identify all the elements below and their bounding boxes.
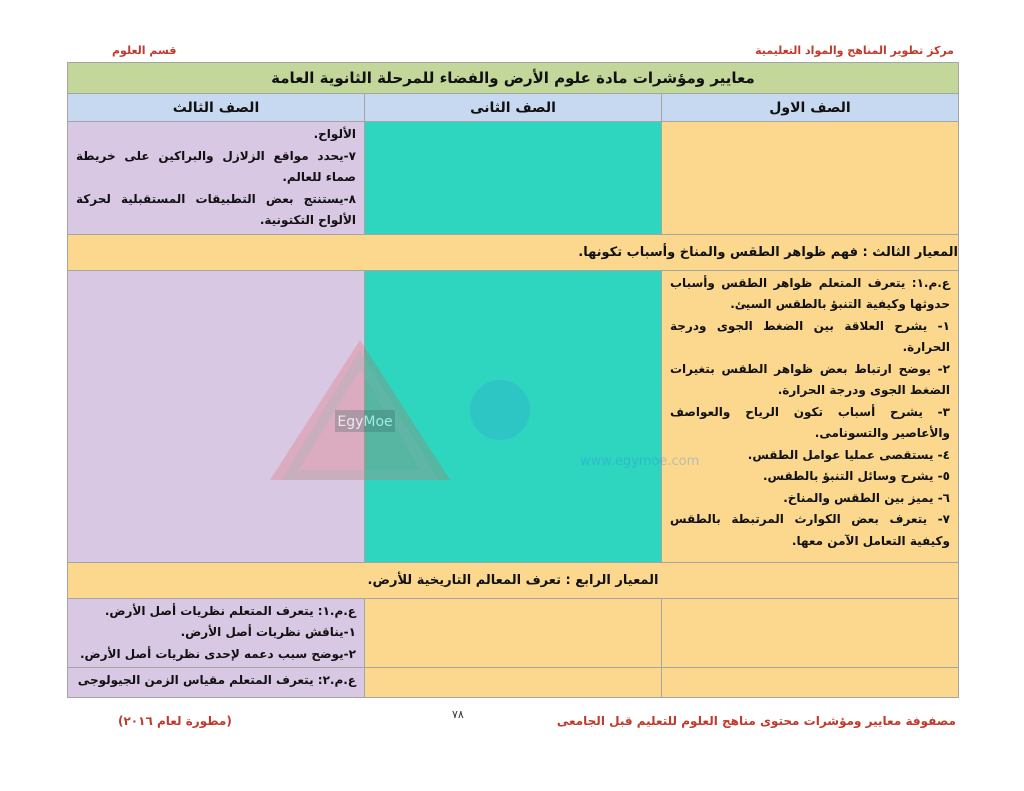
indicator-line: ٦- يميز بين الطقس والمناخ. — [783, 490, 950, 505]
cell-grade-2 — [365, 668, 662, 698]
indicator-line: ع.م.١: يتعرف المتعلم ظواهر الطقس وأسباب حدوثها وكيفية التنبؤ بالطقس السيئ. — [670, 275, 950, 311]
footer-document-title: مصفوفة معايير ومؤشرات محتوى مناهج العلوم للتعليم قبل الجامعى — [556, 714, 956, 728]
column-header-grade-3: الصف الثالث — [68, 94, 365, 122]
indicator-line: ٢- يوضح ارتباط بعض ظواهر الطقس بتغيرات الضغط الجوى ودرجة الحرارة. — [670, 361, 950, 397]
cell-grade-1 — [662, 122, 959, 235]
indicator-line: ع.م.١: يتعرف المتعلم نظريات أصل الأرض. — [104, 603, 356, 618]
cell-grade-3 — [68, 598, 365, 668]
cell-grade-1 — [662, 270, 959, 562]
cell-grade-1 — [662, 598, 959, 668]
cell-grade-3 — [68, 122, 365, 235]
header-department: قسم العلوم — [112, 44, 177, 57]
indicator-line: ٢-يوضح سبب دعمه لإحدى نظريات أصل الأرض. — [79, 646, 356, 661]
watermark-brand: EgyMoe — [337, 414, 393, 430]
indicator-line: ١- يشرح العلاقة بين الضغط الجوى ودرجة الحرارة. — [670, 318, 950, 354]
standard-4-heading: المعيار الرابع : تعرف المعالم التاريخية للأرض. — [68, 562, 959, 598]
table-title: معايير ومؤشرات مادة علوم الأرض والفضاء للمرحلة الثانوية العامة — [68, 63, 959, 94]
cell-grade-2 — [365, 598, 662, 668]
cell-grade-1 — [662, 668, 959, 698]
indicator-line: الألواح. — [313, 127, 356, 141]
cell-grade-2 — [365, 122, 662, 235]
cell-grade-3 — [68, 270, 365, 562]
indicator-line: ٨-يستنتج بعض التطبيقات المستقبلية لحركة الألواح التكتونية. — [76, 191, 356, 227]
page-number: ٧٨ — [452, 708, 464, 721]
standards-table — [67, 62, 959, 698]
indicator-line: ع.م.٢: يتعرف المتعلم مقياس الزمن الجيولوجى — [77, 673, 356, 687]
standard-3-heading: المعيار الثالث : فهم ظواهر الطقس والمناخ وأسباب تكونها. — [68, 234, 959, 270]
footer-edition: (مطورة لعام ٢٠١٦) — [118, 714, 232, 728]
indicator-line: ٧-يحدد مواقع الزلازل والبراكين على خريطة صماء للعالم. — [76, 148, 356, 184]
column-header-grade-1: الصف الاول — [662, 94, 959, 122]
header-center-name: مركز تطوير المناهج والمواد التعليمية — [755, 44, 954, 57]
cell-grade-3 — [68, 668, 365, 698]
indicator-line: ٤- يستقصى عمليا عوامل الطقس. — [747, 447, 950, 462]
indicator-line: ١-يناقش نظريات أصل الأرض. — [180, 625, 356, 639]
column-header-grade-2: الصف الثانى — [365, 94, 662, 122]
watermark-site: www.egymoe.com — [580, 454, 700, 469]
indicator-line: ٧- يتعرف بعض الكوارث المرتبطة بالطقس وكيفية التعامل الآمن معها. — [670, 512, 950, 548]
indicator-line: ٥- يشرح وسائل التنبؤ بالطقس. — [762, 469, 950, 483]
indicator-line: ٣- يشرح أسباب تكون الرياح والعواصف والأعاصير والتسونامى. — [670, 404, 950, 440]
cell-grade-2 — [365, 270, 662, 562]
